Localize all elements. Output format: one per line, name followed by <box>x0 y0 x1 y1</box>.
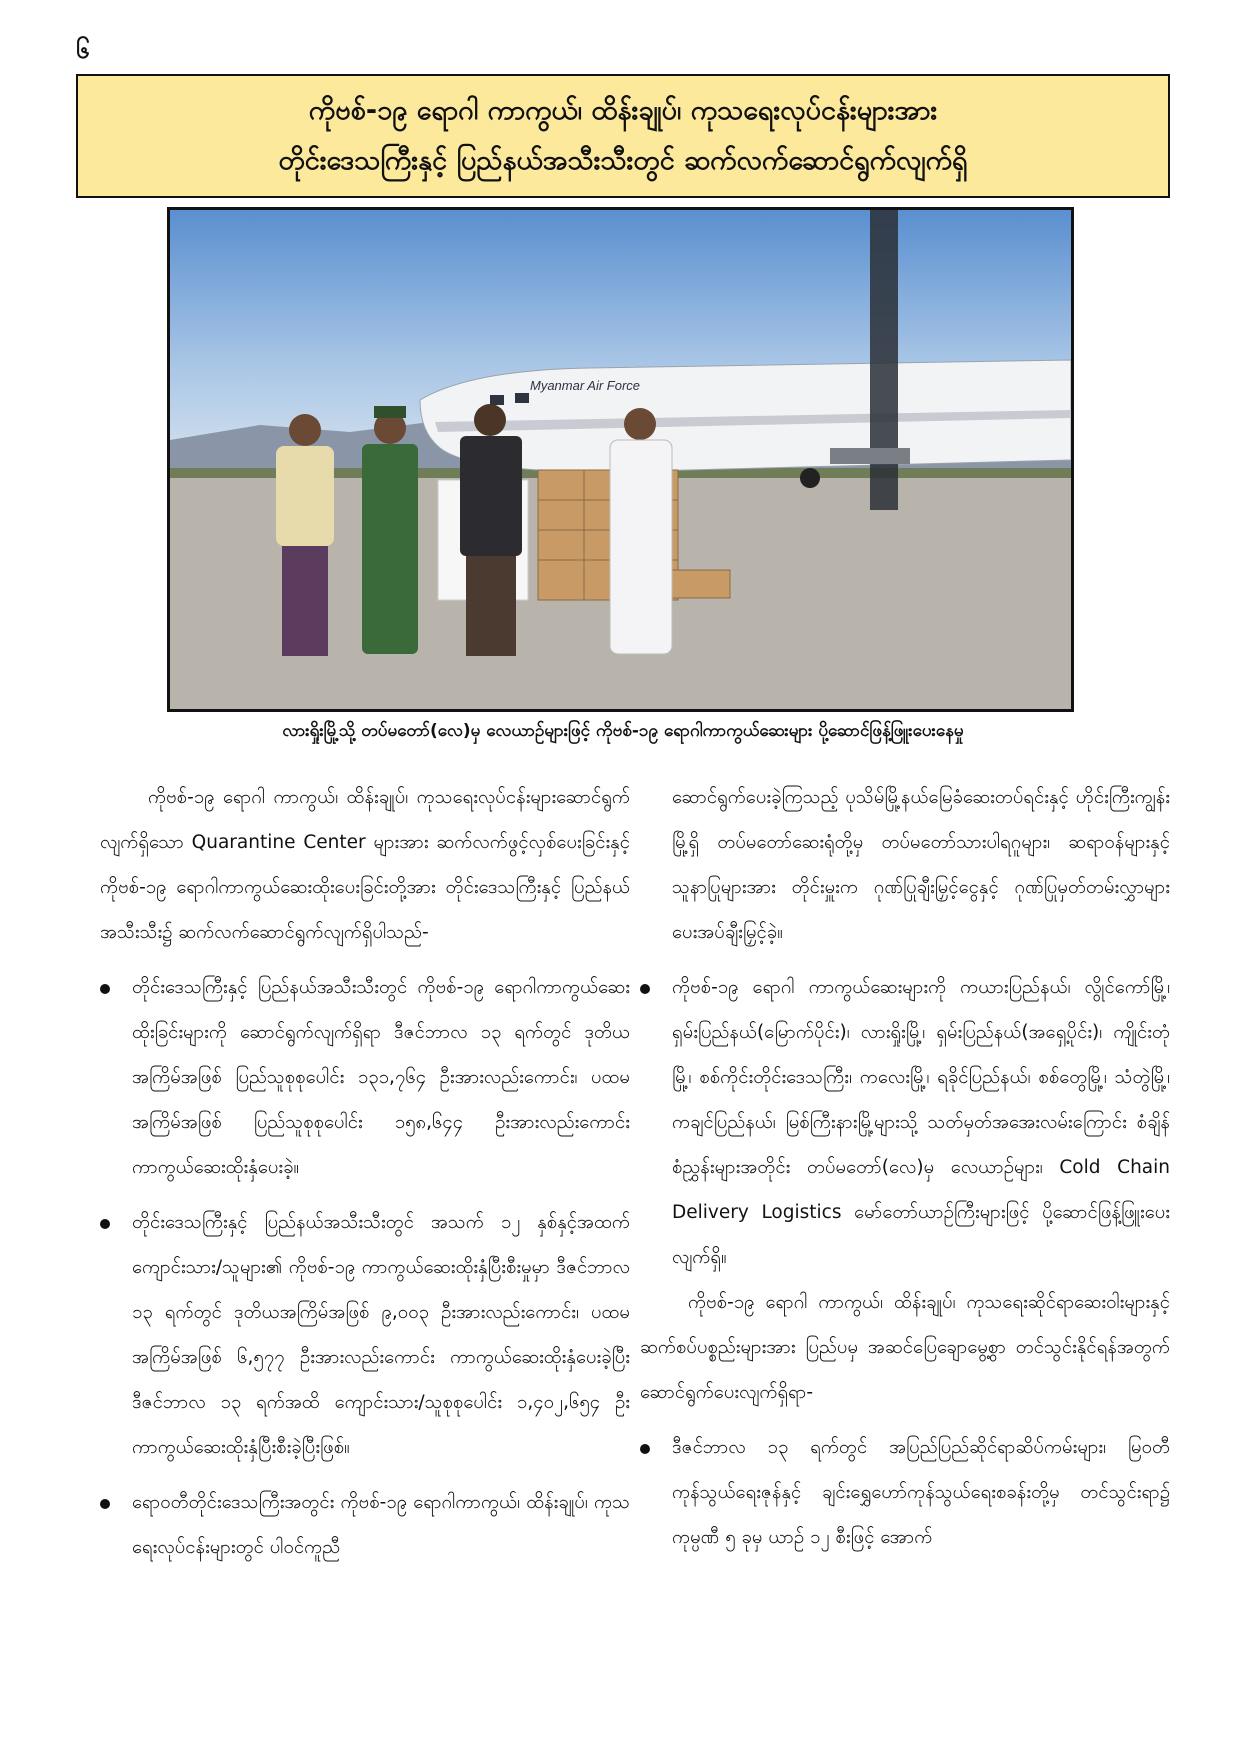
intro-paragraph: ကိုဗစ်-၁၉ ရောဂါ ကာကွယ်၊ ထိန်းချုပ်၊ ကုသရေးလုပ်ငန်းများဆောင်ရွက်လျက်ရှိသော Quarantine Center များအား ဆက်လက်ဖွင့်လှစ်ပေးခြင်းနှင့် ကိုဗစ်-၁၉ ရောဂါကာကွယ်ဆေးထိုးပေးခြင်းတို့အား တိုင်းဒေသကြီးနှင့် ပြည်နယ်အသီးသီး၌ ဆက်လက်ဆောင်ရွက်လျက်ရှိပါသည်- <box>100 787 630 943</box>
page-number: ၆ <box>76 36 90 64</box>
bullet-dot <box>100 1499 110 1509</box>
title-line-2: တိုင်းဒေသကြီးနှင့် ပြည်နယ်အသီးသီးတွင် ဆက်လက်ဆောင်ရွက်လျက်ရှိ <box>278 145 968 176</box>
right-column <box>640 775 1170 1560</box>
bullet-item <box>100 1480 630 1570</box>
title-box <box>76 74 1170 198</box>
bullet-text: ကိုဗစ်-၁၉ ရောဂါ ကာကွယ်ဆေးများကို ကယားပြည်နယ်၊ လွိုင်ကော်မြို့၊ ရှမ်းပြည်နယ်(မြောက်ပိုင်း)၊ လားရှိုးမြို့၊ ရှမ်းပြည်နယ်(အရှေ့ပိုင်း)၊ ကျိုင်းတုံမြို့၊ စစ်ကိုင်းတိုင်းဒေသကြီး၊ ကလေးမြို့၊ ရခိုင်ပြည်နယ်၊ စစ်တွေမြို့၊ သံတွဲမြို့၊ ကချင်ပြည်နယ်၊ မြစ်ကြီးနားမြို့များသို့ သတ်မှတ်အအေးလမ်းကြောင်း စံချိန်စံညွှန်းများအတိုင်း တပ်မတော်(လေ)မှ လေယာဉ်များ၊ Cold Chain Delivery Logistics မော်တော်ယာဉ်ကြီးများဖြင့် ပို့ဆောင်ဖြန့်ဖြူးပေးလျက်ရှိ။ <box>672 977 1170 1268</box>
bullet-dot <box>100 984 110 994</box>
bullet-item <box>100 965 630 1190</box>
person-4 <box>610 408 672 654</box>
bullet-item <box>640 1425 1170 1560</box>
person-1 <box>276 414 334 656</box>
bullet-text: ဒီဇင်ဘာလ ၁၃ ရက်တွင် အပြည်ပြည်ဆိုင်ရာဆိပ်ကမ်းများ၊ မြဝတီကုန်သွယ်ရေးဇုန်နှင့် ချင်းရွှေဟော်ကုန်သွယ်ရေးစခန်းတို့မှ တင်သွင်းရာ၌ ကုမ္ပဏီ ၅ ခုမှ ယာဉ် ၁၂ စီးဖြင့် အောက် <box>672 1437 1170 1548</box>
person-3 <box>460 404 522 656</box>
body-paragraph: ကိုဗစ်-၁၉ ရောဂါ ကာကွယ်၊ ထိန်းချုပ်၊ ကုသရေးဆိုင်ရာဆေးဝါးများနှင့် ဆက်စပ်ပစ္စည်းများအား ပြည်ပမှ အဆင်ပြေချောမွေ့စွာ တင်သွင်းနိုင်ရန်အတွက် ဆောင်ရွက်ပေးလျက်ရှိရာ- <box>640 1292 1170 1403</box>
airport-scene-image <box>170 210 1071 709</box>
bullet-text: ရောဝတီတိုင်းဒေသကြီးအတွင်း ကိုဗစ်-၁၉ ရောဂါကာကွယ်၊ ထိန်းချုပ်၊ ကုသရေးလုပ်ငန်းများတွင် ပါဝင်ကူညီ <box>132 1492 630 1558</box>
bullet-dot <box>640 984 650 994</box>
photo-caption: လားရှိုးမြို့သို့ တပ်မတော်(လေ)မှ လေယာဉ်များဖြင့် ကိုဗစ်-၁၉ ရောဂါကာကွယ်ဆေးများ ပို့ဆောင်ဖြန့်ဖြူးပေးနေမှု <box>282 721 964 741</box>
aircraft-text: Myanmar Air Force <box>530 378 641 393</box>
bullet-text: တိုင်းဒေသကြီးနှင့် ပြည်နယ်အသီးသီးတွင် အသက် ၁၂ နှစ်နှင့်အထက် ကျောင်းသား/သူများ၏ ကိုဗစ်-၁၉ ကာကွယ်ဆေးထိုးနှံပြီးစီးမှုမှာ ဒီဇင်ဘာလ ၁၃ ရက်တွင် ဒုတိယအကြိမ်အဖြစ် ၉,၀၀၃ ဦးအားလည်းကောင်း၊ ပထမအကြိမ်အဖြစ် ၆,၅၇၇ ဦးအားလည်းကောင်း ကာကွယ်ဆေးထိုးနှံပေးခဲ့ပြီး ဒီဇင်ဘာလ ၁၃ ရက်အထိ ကျောင်းသား/သူစုစုပေါင်း ၁,၄၀၂,၆၅၄ ဦး ကာကွယ်ဆေးထိုးနှံပြီးစီးခဲ့ပြီးဖြစ်။ <box>132 1212 630 1458</box>
bullet-text: တိုင်းဒေသကြီးနှင့် ပြည်နယ်အသီးသီးတွင် ကိုဗစ်-၁၉ ရောဂါကာကွယ်ဆေးထိုးခြင်းများကို ဆောင်ရွက်လျက်ရှိရာ ဒီဇင်ဘာလ ၁၃ ရက်တွင် ဒုတိယအကြိမ်အဖြစ် ပြည်သူစုစုပေါင်း ၁၃၁,၇၆၄ ဦးအားလည်းကောင်း၊ ပထမအကြိမ်အဖြစ် ပြည်သူစုစုပေါင်း ၁၅၈,၆၄၄ ဦးအားလည်းကောင်း ကာကွယ်ဆေးထိုးနှံပေးခဲ့။ <box>132 977 630 1178</box>
title-line-1: ကိုဗစ်-၁၉ ရောဂါ ကာကွယ်၊ ထိန်းချုပ်၊ ကုသရေးလုပ်ငန်းများအား <box>308 95 938 126</box>
propeller <box>870 210 898 510</box>
bullet-item <box>100 1200 630 1470</box>
bullet-item <box>640 965 1170 1280</box>
news-photo <box>167 207 1074 712</box>
bullet-dot <box>100 1219 110 1229</box>
continuation-paragraph: ဆောင်ရွက်ပေးခဲ့ကြသည့် ပုသိမ်မြို့နယ်မြေခံဆေးတပ်ရင်းနှင့် ဟိုင်းကြီးကျွန်းမြို့ရှိ တပ်မတော်ဆေးရုံတို့မှ တပ်မတော်သားပါရဂူများ၊ ဆရာဝန်များနှင့် သူနာပြုများအား တိုင်းမှူးက ဂုဏ်ပြုချီးမြှင့်ငွေနှင့် ဂုဏ်ပြုမှတ်တမ်းလွှာများ ပေးအပ်ချီးမြှင့်ခဲ့။ <box>672 787 1170 943</box>
bullet-dot <box>640 1444 650 1454</box>
left-column <box>100 775 630 1570</box>
